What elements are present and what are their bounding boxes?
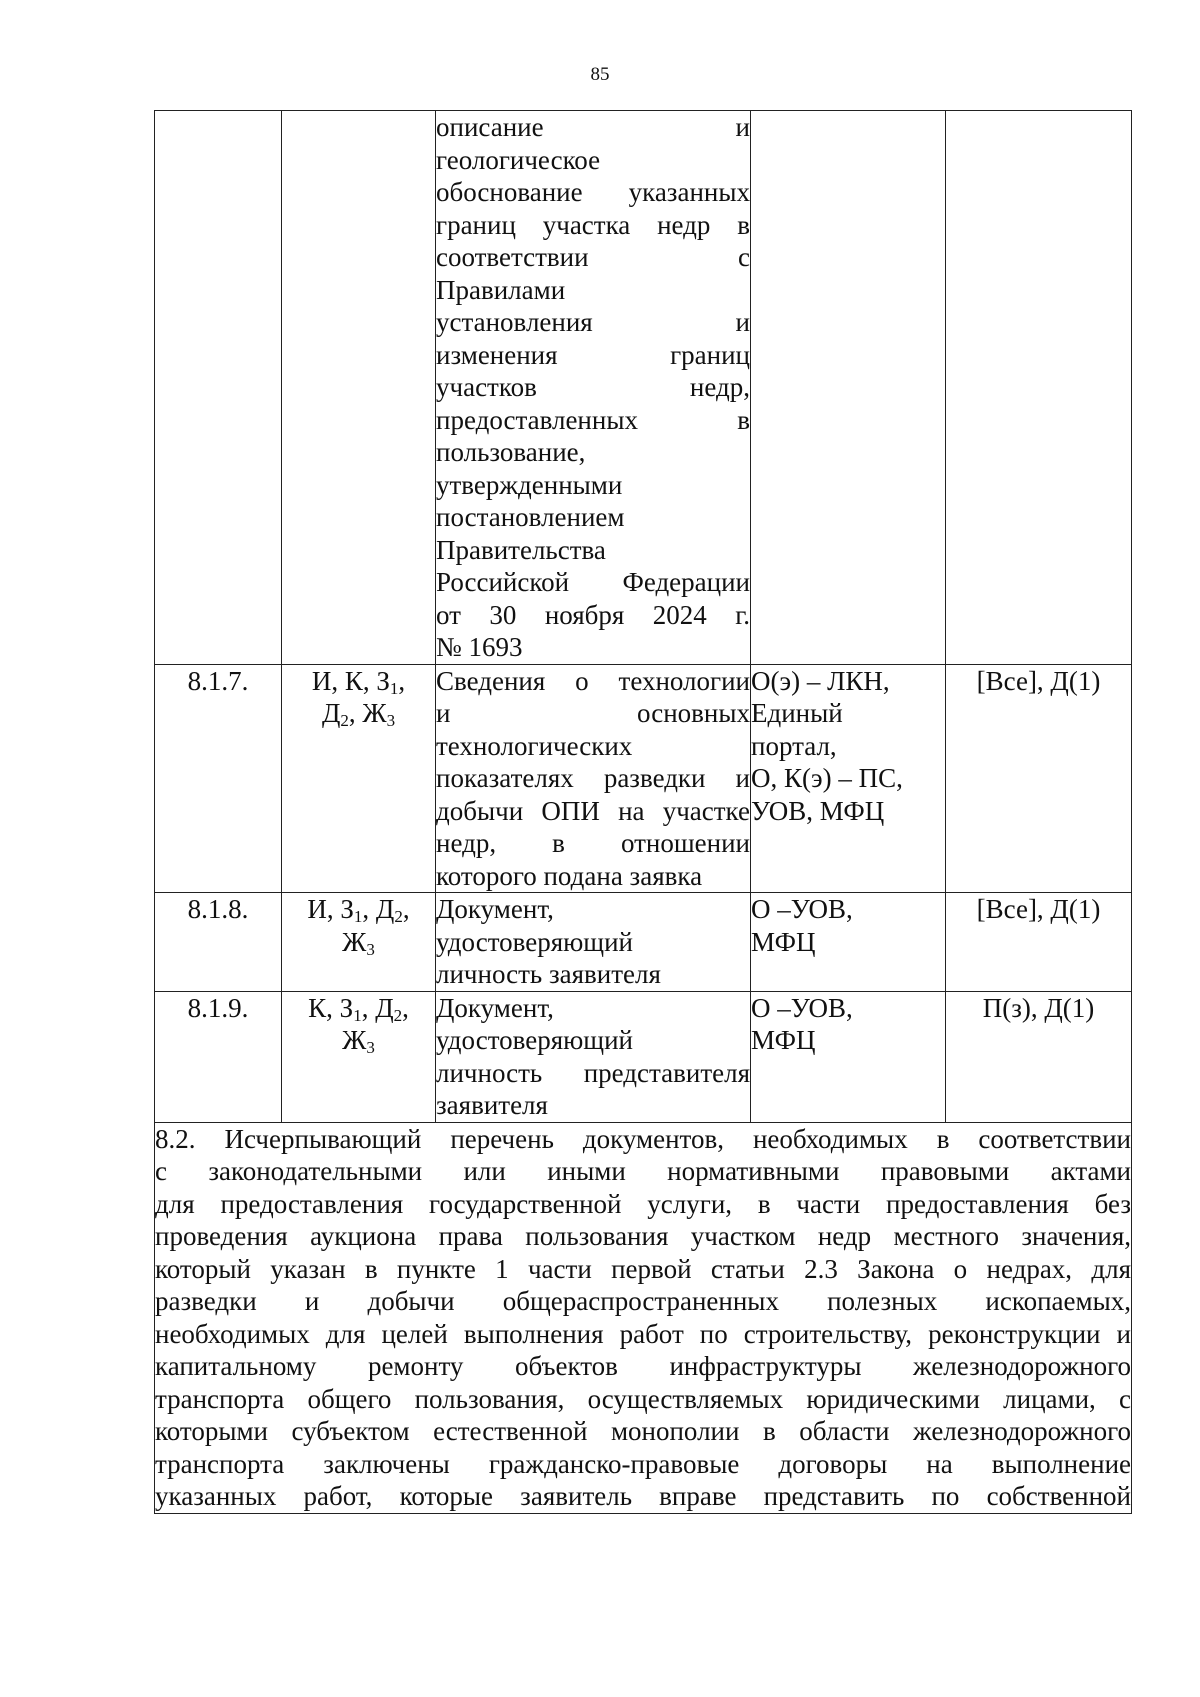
text-line: границ участка недр в bbox=[436, 209, 750, 240]
section-line: которыми субъектом естественной монополии в области железнодорожного bbox=[155, 1416, 1131, 1446]
text-line: показателях разведки и bbox=[436, 763, 750, 793]
text-line: описание и bbox=[436, 112, 750, 142]
text-line: Правительства bbox=[436, 534, 606, 565]
code-text: И, З bbox=[307, 894, 354, 924]
row-number bbox=[155, 111, 282, 665]
text-line: установления и bbox=[436, 307, 750, 337]
code-text: Д bbox=[375, 894, 395, 924]
text-line: О –УОВ, bbox=[751, 992, 853, 1023]
text-line: добычи ОПИ на участке bbox=[436, 795, 750, 826]
text-line: изменения границ bbox=[436, 339, 750, 370]
document-category: П(з), Д(1) bbox=[946, 991, 1132, 1122]
text-line: заявителя bbox=[436, 1090, 548, 1120]
row-number: 8.1.8. bbox=[155, 893, 282, 992]
text-line: постановлением bbox=[436, 502, 625, 532]
code-separator: , bbox=[398, 665, 406, 696]
text-line: участков недр, bbox=[436, 372, 750, 402]
text-line: соответствии с bbox=[436, 242, 750, 272]
section-line: с законодательными или иными нормативными правовыми актами bbox=[155, 1156, 1131, 1186]
text-line: обоснование указанных bbox=[436, 177, 750, 207]
text-line: № 1693 bbox=[436, 632, 523, 662]
text-line: которого подана заявка bbox=[436, 860, 703, 891]
text-line: геологическое bbox=[436, 144, 601, 175]
document-description bbox=[436, 893, 751, 992]
text-line: портал, bbox=[751, 730, 837, 761]
text-line: утвержденными bbox=[436, 469, 623, 500]
text-line: Российской Федерации bbox=[436, 567, 750, 597]
code-subscript: 3 bbox=[386, 711, 396, 730]
applicant-codes bbox=[282, 664, 436, 893]
row-number: 8.1.7. bbox=[155, 664, 282, 893]
code-separator: , bbox=[361, 992, 376, 1023]
applicant-codes bbox=[282, 111, 436, 665]
table-row bbox=[155, 664, 1132, 893]
text-line: Документ, bbox=[436, 894, 554, 924]
text-line: и основных bbox=[436, 698, 750, 728]
code-text: И, К, З bbox=[311, 665, 390, 696]
submission-method bbox=[751, 991, 946, 1122]
text-line: личность заявителя bbox=[436, 959, 661, 989]
section-line: для предоставления государственной услуги, в части предоставления без bbox=[155, 1188, 1131, 1219]
code-text: Ж bbox=[342, 926, 367, 957]
text-line: УОВ, МФЦ bbox=[751, 795, 885, 826]
page-number: 85 bbox=[590, 64, 610, 85]
code-subscript: 2 bbox=[394, 907, 403, 926]
codes-line bbox=[282, 665, 435, 698]
text-line: личность представителя bbox=[436, 1057, 750, 1088]
code-text: Ж bbox=[362, 698, 387, 728]
code-separator: , bbox=[402, 894, 410, 924]
section-8-2-text bbox=[155, 1122, 1132, 1513]
section-line: транспорта общего пользования, осуществляемых юридическими лицами, с bbox=[155, 1383, 1131, 1414]
text-line: технологических bbox=[436, 730, 633, 761]
text-line: Документ, bbox=[436, 992, 554, 1023]
code-separator: , bbox=[402, 992, 409, 1023]
documents-table bbox=[154, 110, 1132, 1514]
document-category: [Все], Д(1) bbox=[946, 893, 1132, 992]
document-description bbox=[436, 111, 751, 665]
text-line: О –УОВ, bbox=[751, 894, 853, 924]
text-line: удостоверяющий bbox=[436, 926, 633, 957]
applicant-codes bbox=[282, 893, 436, 992]
codes-line bbox=[282, 1024, 435, 1057]
text-line: Правилами bbox=[436, 274, 566, 305]
code-separator: , bbox=[362, 894, 376, 924]
code-subscript: 1 bbox=[353, 1005, 362, 1025]
text-line: Сведения о технологии bbox=[436, 665, 750, 696]
code-subscript: 1 bbox=[389, 678, 399, 698]
codes-line bbox=[282, 893, 435, 926]
text-line: пользование, bbox=[436, 437, 586, 467]
section-line: необходимых для целей выполнения работ по строительству, реконструкции и bbox=[155, 1318, 1131, 1349]
table-row bbox=[155, 111, 1132, 665]
text-line: недр, в отношении bbox=[436, 828, 750, 858]
code-text: К, З bbox=[308, 992, 354, 1023]
text-line: О(э) – ЛКН, bbox=[751, 665, 890, 696]
section-row bbox=[155, 1122, 1132, 1513]
section-line: который указан в пункте 1 части первой статьи 2.3 Закона о недрах, для bbox=[155, 1253, 1131, 1284]
section-line: разведки и добычи общераспространенных полезных ископаемых, bbox=[155, 1286, 1131, 1316]
row-number: 8.1.9. bbox=[155, 991, 282, 1122]
document-category bbox=[946, 111, 1132, 665]
table-row bbox=[155, 991, 1132, 1122]
code-subscript: 2 bbox=[393, 1005, 403, 1025]
section-line: указанных работ, которые заявитель вправе представить по собственной bbox=[155, 1481, 1131, 1511]
code-text: Д bbox=[321, 698, 341, 728]
code-subscript: 3 bbox=[366, 939, 375, 959]
submission-method bbox=[751, 893, 946, 992]
section-line: капитальному ремонту объектов инфраструктуры железнодорожного bbox=[155, 1351, 1131, 1381]
code-subscript: 1 bbox=[353, 907, 363, 926]
submission-method bbox=[751, 664, 946, 893]
submission-method bbox=[751, 111, 946, 665]
section-line: проведения аукциона права пользования участком недр местного значения, bbox=[155, 1221, 1131, 1251]
codes-line bbox=[282, 697, 435, 730]
text-line: от 30 ноября 2024 г. bbox=[436, 599, 750, 630]
document-category: [Все], Д(1) bbox=[946, 664, 1132, 893]
code-text: Д bbox=[375, 992, 394, 1023]
text-line: МФЦ bbox=[751, 1025, 816, 1055]
text-line: О, К(э) – ПС, bbox=[751, 763, 903, 793]
code-text: Ж bbox=[342, 1025, 367, 1055]
code-subscript: 3 bbox=[366, 1038, 375, 1057]
text-line: предоставленных в bbox=[436, 404, 750, 435]
table-row bbox=[155, 893, 1132, 992]
code-subscript: 2 bbox=[340, 711, 349, 730]
section-line: 8.2. Исчерпывающий перечень документов, необходимых в соответствии bbox=[155, 1123, 1131, 1154]
text-line: Единый bbox=[751, 698, 843, 728]
codes-line bbox=[282, 926, 435, 959]
text-line: МФЦ bbox=[751, 926, 816, 957]
applicant-codes bbox=[282, 991, 436, 1122]
code-separator: , bbox=[348, 698, 363, 728]
document-description bbox=[436, 664, 751, 893]
document-description bbox=[436, 991, 751, 1122]
text-line: удостоверяющий bbox=[436, 1025, 633, 1055]
codes-line bbox=[282, 992, 435, 1025]
section-line: транспорта заключены гражданско-правовые договоры на выполнение bbox=[155, 1448, 1131, 1479]
